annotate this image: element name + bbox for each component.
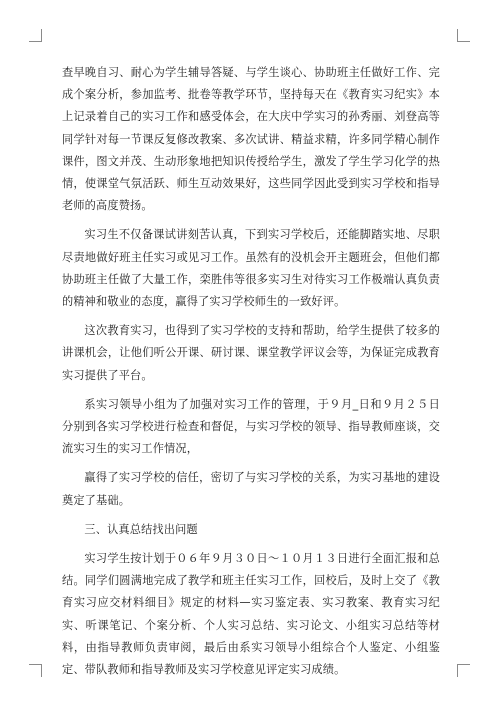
paragraph-4: 系实习领导小组为了加强对实习工作的管理，于９月_日和９月２５日分别到各实习学校进行检查和督促，与实习学校的领导、指导教师座谈，交流实习生的实习工作情况， [62,397,440,456]
paragraph-2: 实习生不仅备课试讲刻苦认真，下到实习学校后，还能脚踏实地、尽职尽责地做好班主任实习或见习工作。虽然有的没机会开主题班会，但他们都协助班主任做了大量工作，栾胜伟等很多实习生对待实习工作极端认真负责的精神和敬业的态度，赢得了实习学校师生的一致好评。 [62,228,440,309]
document-body [62,62,440,681]
paragraph-6: 实习学生按计划于０６年９月３０日～１０月１３日进行全面汇报和总结。同学们圆满地完成了教学和班主任实习工作，回校后，及时上交了《教育实习应交材料细目》规定的材料—实习鉴定表、实习教案、教育实习纪实、听课笔记、个案分析、个人实习总结、实习论文、小组实习总结等材料，由指导教师负责审阅，最后由系实习领导小组综合个人鉴定、小组鉴定、带队教师和指导教师及实习学校意见评定实习成绩。 [62,552,440,677]
section-heading: 三、认真总结找出问题 [84,522,198,536]
paragraph-1: 查早晚自习、耐心为学生辅导答疑、与学生谈心、协助班主任做好工作、完成个案分析，参加监考、批卷等教学环节，坚持每天在《教育实习纪实》本上记录着自己的实习工作和感受体会，在大庆中学实习的孙秀丽、刘登高等同学针对每一节课反复修改教案、多次试讲、精益求精，许多同学精心制作课件，图文并茂、生动形象地把知识传授给学生，激发了学生学习化学的热情，使课堂气氛活跃、师生互动效果好，这些同学因此受到实习学校和指导老师的高度赞扬。 [62,66,440,213]
paragraph-3: 这次教育实习，也得到了实习学校的支持和帮助，给学生提供了较多的讲课机会，让他们听公开课、研讨课、课堂教学评议会等，为保证完成教育实习提供了平台。 [62,324,440,382]
crop-mark-top-left [29,29,42,42]
paragraph-5: 赢得了实习学校的信任，密切了与实习学校的关系，为实习基地的建设奠定了基础。 [62,471,440,507]
crop-mark-bottom-right [457,664,470,677]
crop-mark-top-right [457,29,470,42]
crop-mark-bottom-left [29,664,42,677]
